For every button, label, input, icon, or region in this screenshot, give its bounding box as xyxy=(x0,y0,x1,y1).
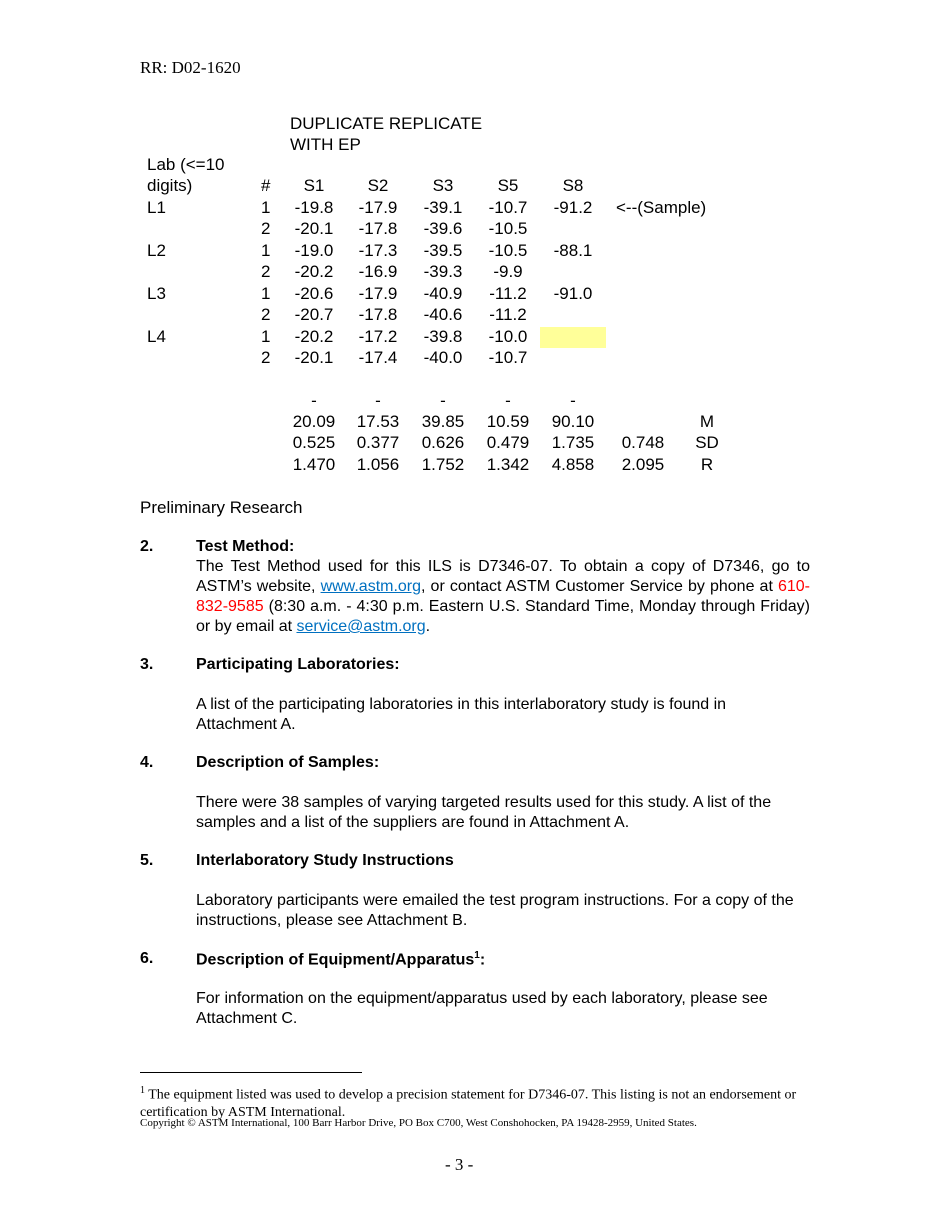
cell: -19.8 xyxy=(294,198,334,217)
stat-cell: 0.626 xyxy=(421,433,465,452)
cell: -20.1 xyxy=(294,348,334,367)
cell: -10.7 xyxy=(488,198,528,217)
stat-cell: 0.479 xyxy=(486,433,530,452)
cell: -11.2 xyxy=(489,305,527,324)
cell: -39.6 xyxy=(423,219,463,238)
cell: -17.3 xyxy=(358,241,398,260)
stat-cell: 0.525 xyxy=(292,433,336,452)
stat-cell: 0.377 xyxy=(356,433,400,452)
section-number: 5. xyxy=(140,852,154,869)
cell: -19.0 xyxy=(294,241,334,260)
footnote-text: The equipment listed was used to develop a precision statement for D7346-07. This listing is not an endorsement or certification by ASTM International. xyxy=(140,1087,797,1120)
section-number: 6. xyxy=(140,950,154,967)
stat-label: SD xyxy=(695,433,719,452)
body-text: (8:30 a.m. - 4:30 p.m. Eastern U.S. Standard Time, Monday through Friday) or by email at xyxy=(196,598,810,635)
replicate-number: 2 xyxy=(261,219,271,238)
cell: -17.8 xyxy=(358,305,398,324)
section-number: 3. xyxy=(140,656,154,673)
section-title-colon: : xyxy=(479,951,486,969)
stat-cell: 20.09 xyxy=(292,412,336,431)
dash: - xyxy=(311,391,317,410)
section-title: Description of Samples: xyxy=(196,754,380,771)
cell: -10.5 xyxy=(488,241,528,260)
cell: -88.1 xyxy=(553,241,593,260)
cell: -17.2 xyxy=(358,327,398,346)
stat-cell: 1.342 xyxy=(486,455,530,474)
column-header: S3 xyxy=(432,176,454,195)
lab-id: L1 xyxy=(147,198,166,217)
section-number: 2. xyxy=(140,538,154,555)
stat-cell: 10.59 xyxy=(486,412,530,431)
cell: -17.4 xyxy=(358,348,398,367)
stat-cell: 90.10 xyxy=(551,412,595,431)
lab-id: L2 xyxy=(147,241,166,260)
section-title: Participating Laboratories: xyxy=(196,656,400,673)
stat-cell: 1.752 xyxy=(421,455,465,474)
stat-cell: 4.858 xyxy=(551,455,595,474)
lab-header-line1: Lab (<=10 xyxy=(147,155,225,174)
stat-cell: 1.470 xyxy=(292,455,336,474)
lab-id: L3 xyxy=(147,284,166,303)
footnote xyxy=(140,1082,820,1121)
column-header: S2 xyxy=(367,176,389,195)
cell: -20.2 xyxy=(294,327,334,346)
lab-id: L4 xyxy=(147,327,166,346)
dash: - xyxy=(440,391,446,410)
phone-number: 610-832-9585 xyxy=(196,578,811,615)
cell: -9.9 xyxy=(493,262,523,281)
document-header: RR: D02-1620 xyxy=(140,58,241,77)
column-header: S8 xyxy=(562,176,584,195)
cell: -39.5 xyxy=(423,241,463,260)
table-title-line1: DUPLICATE REPLICATE xyxy=(290,114,483,133)
cell: -91.0 xyxy=(553,284,593,303)
stat-cell: 17.53 xyxy=(356,412,400,431)
section-title: Test Method: xyxy=(196,538,295,555)
cell: -10.5 xyxy=(488,219,528,238)
cell: -39.8 xyxy=(423,327,463,346)
dash: - xyxy=(375,391,381,410)
replicate-number: 1 xyxy=(261,241,271,260)
section-body: For information on the equipment/apparatus used by each laboratory, please see Attachment C. xyxy=(196,990,768,1027)
section-title-text: Description of Equipment/Apparatus xyxy=(196,951,475,969)
preliminary-heading: Preliminary Research xyxy=(140,498,303,517)
column-header: S1 xyxy=(303,176,325,195)
cell: -16.9 xyxy=(358,262,398,281)
cell: -10.7 xyxy=(488,348,528,367)
footnote-divider xyxy=(140,1072,362,1073)
email-link[interactable]: service@astm.org xyxy=(296,618,426,635)
cell: -40.9 xyxy=(423,284,463,303)
lab-header-line2: digits) xyxy=(147,176,193,195)
section-body: There were 38 samples of varying targeted results used for this study. A list of the samples and a list of the suppliers are found in Attachment A. xyxy=(196,794,772,831)
table-title-line2: WITH EP xyxy=(290,135,361,154)
stat-label: M xyxy=(699,412,715,431)
section-title xyxy=(196,950,485,969)
sample-note: <--(Sample) xyxy=(616,198,707,217)
dash: - xyxy=(570,391,576,410)
cell: -40.6 xyxy=(423,305,463,324)
column-header: S5 xyxy=(497,176,519,195)
copyright-notice: Copyright © ASTM International, 100 Barr Harbor Drive, PO Box C700, West Conshohocken, PA 19428-2959, United States. xyxy=(140,1117,697,1129)
table-title xyxy=(290,113,482,155)
cell: -91.2 xyxy=(553,198,593,217)
body-text: , or contact ASTM Customer Service by phone at xyxy=(421,578,778,595)
body-text: . xyxy=(425,618,431,635)
replicate-number: 1 xyxy=(261,198,271,217)
section-body xyxy=(196,557,810,637)
body-text: The Test Method used for this ILS is D7346-07. To obtain a copy of D7346, go to ASTM’s website, xyxy=(196,558,810,595)
stat-label: R xyxy=(700,455,714,474)
cell: -11.2 xyxy=(489,284,527,303)
cell: -10.0 xyxy=(488,327,528,346)
dash: - xyxy=(505,391,511,410)
stat-cell: 39.85 xyxy=(421,412,465,431)
cell: -20.1 xyxy=(294,219,334,238)
cell: -39.3 xyxy=(423,262,463,281)
section-title: Interlaboratory Study Instructions xyxy=(196,852,454,869)
stat-extra: 2.095 xyxy=(621,455,665,474)
footnote-reference: 1 xyxy=(474,950,480,961)
cell: -40.0 xyxy=(423,348,463,367)
section-body: Laboratory participants were emailed the test program instructions. For a copy of the instructions, please see Attachment B. xyxy=(196,892,794,929)
replicate-number: 2 xyxy=(261,262,271,281)
cell: -20.2 xyxy=(294,262,334,281)
cell: -20.7 xyxy=(294,305,334,324)
highlighted-empty-cell xyxy=(540,327,606,348)
page-number: - 3 - xyxy=(445,1155,474,1174)
section-body: A list of the participating laboratories in this interlaboratory study is found in Attachment A. xyxy=(196,696,727,733)
astm-website-link[interactable]: www.astm.org xyxy=(320,578,422,595)
cell: -17.9 xyxy=(358,198,398,217)
stat-cell: 1.735 xyxy=(551,433,595,452)
replicate-number-header: # xyxy=(261,176,271,195)
stat-extra: 0.748 xyxy=(621,433,665,452)
cell: -17.9 xyxy=(358,284,398,303)
cell: -39.1 xyxy=(423,198,463,217)
replicate-number: 2 xyxy=(261,348,271,367)
stat-cell: 1.056 xyxy=(356,455,400,474)
replicate-number: 2 xyxy=(261,305,271,324)
footnote-mark: 1 xyxy=(140,1085,145,1096)
section-number: 4. xyxy=(140,754,154,771)
cell: -17.8 xyxy=(358,219,398,238)
replicate-number: 1 xyxy=(261,327,271,346)
cell: -20.6 xyxy=(294,284,334,303)
replicate-number: 1 xyxy=(261,284,271,303)
